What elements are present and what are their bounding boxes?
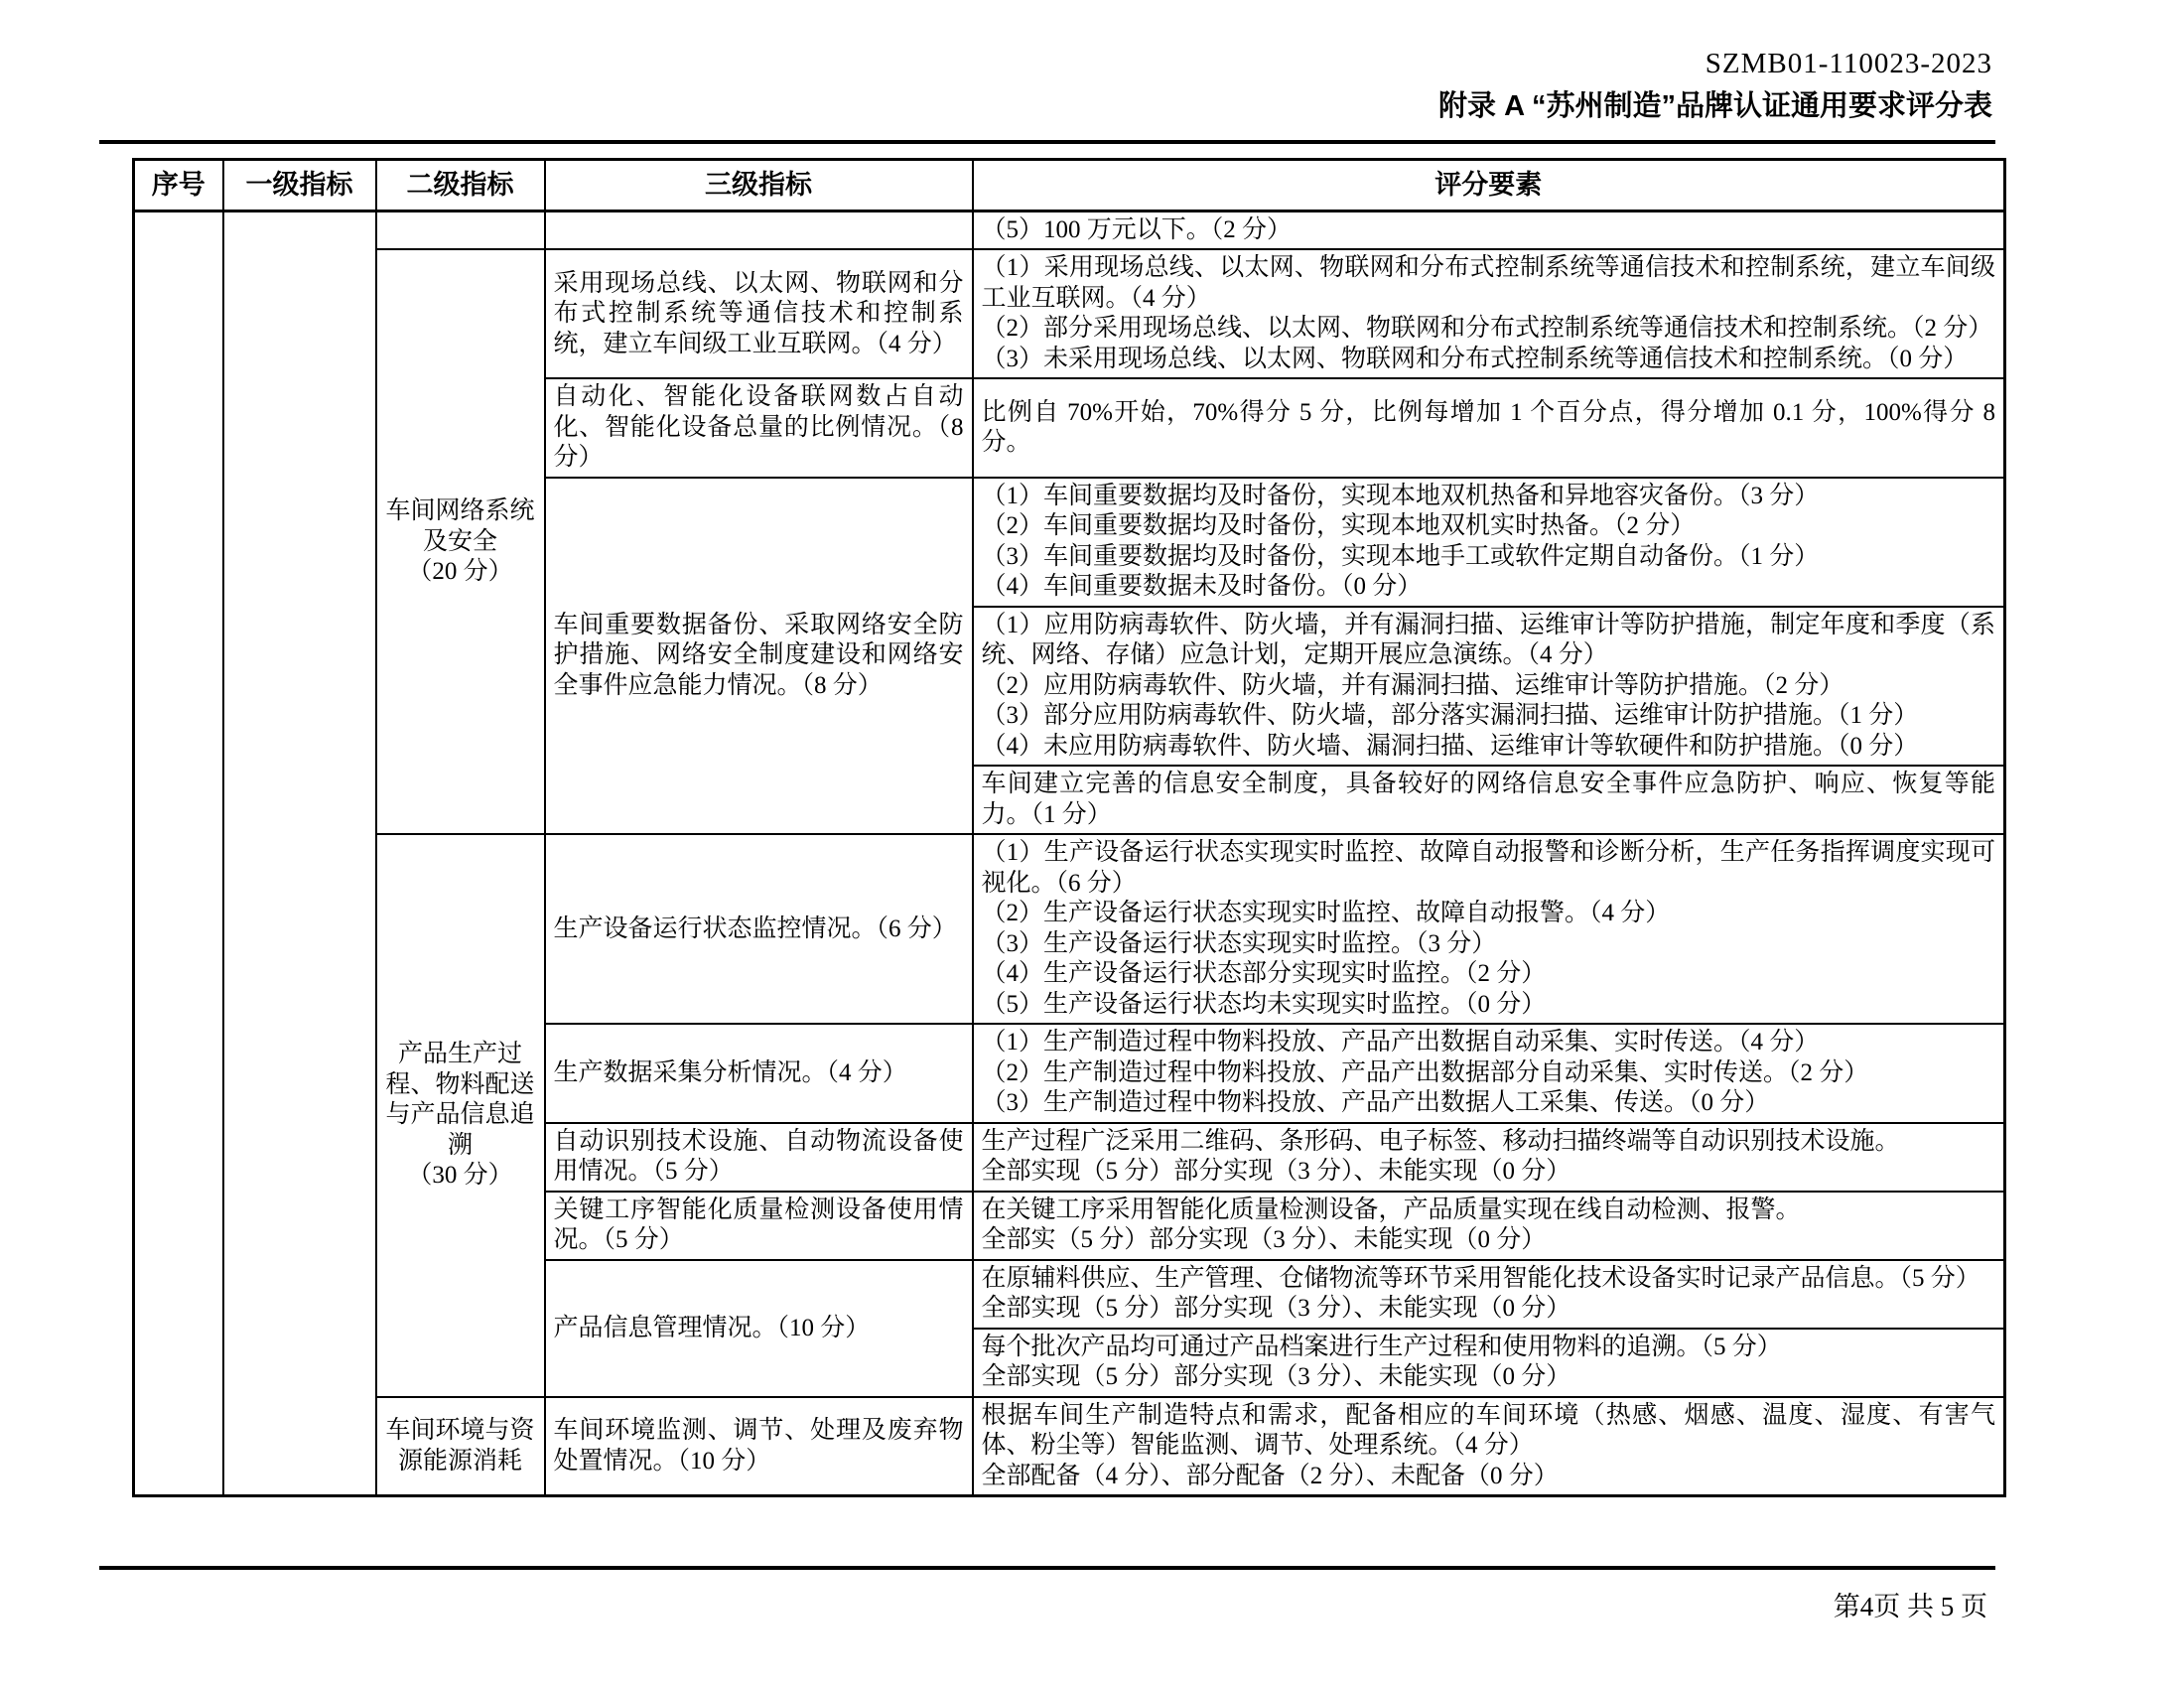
page-title: 附录 A “苏州制造”品牌认证通用要求评分表 — [1438, 90, 1992, 122]
score-line: （4）未应用防病毒软件、防火墙、漏洞扫描、运维审计等软硬件和防护措施。（0 分） — [981, 732, 1919, 760]
score-line: （5）100 万元以下。（2 分） — [981, 215, 1293, 243]
score-line: 全部实现（5 分）部分实现（3 分）、未能实现（0 分） — [981, 1363, 1571, 1391]
score-line: （2）车间重要数据均及时备份，实现本地双机实时热备。（2 分） — [981, 512, 1696, 540]
secondary-indicator-label: 车间环境与资源能源消耗 — [385, 1417, 535, 1475]
score-cell — [973, 478, 2005, 607]
doc-number: SZMB01-110023-2023 — [1705, 48, 1992, 79]
table-header-row — [134, 160, 2005, 211]
score-line: 在关键工序采用智能化质量检测设备，产品质量实现在线自动检测、报警。 — [981, 1196, 1801, 1223]
score-line: 全部配备（4 分）、部分配备（2 分）、未配备（0 分） — [981, 1462, 1559, 1489]
tertiary-indicator-cell: 关键工序智能化质量检测设备使用情况。（5 分） — [545, 1192, 973, 1260]
score-line: 全部实现（5 分）部分实现（3 分）、未能实现（0 分） — [981, 1158, 1571, 1186]
score-cell — [973, 1397, 2005, 1496]
score-line: （1）生产设备运行状态实现实时监控、故障自动报警和诊断分析，生产任务指挥调度实现可视化。（6 分） — [981, 839, 1995, 897]
score-cell — [973, 211, 2005, 249]
score-line: （1）采用现场总线、以太网、物联网和分布式控制系统等通信技术和控制系统，建立车间级工业互联网。（4 分） — [981, 254, 1995, 312]
score-cell — [973, 1123, 2005, 1192]
score-line: （5）生产设备运行状态均未实现实时监控。（0 分） — [981, 990, 1547, 1018]
header-rule — [99, 140, 1995, 144]
tertiary-indicator-cell: 采用现场总线、以太网、物联网和分布式控制系统等通信技术和控制系统，建立车间级工业互联网。（4 分） — [545, 249, 973, 378]
table-row — [134, 249, 2005, 378]
score-line: （1）生产制造过程中物料投放、产品产出数据自动采集、实时传送。（4 分） — [981, 1029, 1820, 1056]
score-cell — [973, 834, 2005, 1024]
score-line: （3）车间重要数据均及时备份，实现本地手工或软件定期自动备份。（1 分） — [981, 542, 1820, 570]
tertiary-indicator-cell: 车间重要数据备份、采取网络安全防护措施、网络安全制度建设和网络安全事件应急能力情况。（8 分） — [545, 478, 973, 835]
secondary-indicator-cell — [376, 834, 545, 1397]
score-line: （3）生产制造过程中物料投放、产品产出数据人工采集、传送。（0 分） — [981, 1089, 1770, 1117]
secondary-indicator-score: （20 分） — [407, 558, 513, 586]
score-cell — [973, 766, 2005, 834]
col-header-primary: 一级指标 — [223, 160, 376, 211]
tertiary-indicator-cell: 自动化、智能化设备联网数占自动化、智能化设备总量的比例情况。（8 分） — [545, 378, 973, 478]
serial-cell — [134, 211, 223, 1496]
score-cell — [973, 249, 2005, 378]
table-row — [134, 834, 2005, 1024]
tertiary-indicator-cell: 产品信息管理情况。（10 分） — [545, 1260, 973, 1397]
score-line: （1）车间重要数据均及时备份，实现本地双机热备和异地容灾备份。（3 分） — [981, 482, 1820, 509]
score-line: （3）未采用现场总线、以太网、物联网和分布式控制系统等通信技术和控制系统。（0 分） — [981, 345, 1969, 372]
score-cell — [973, 1024, 2005, 1123]
scoring-table — [132, 158, 2006, 1497]
secondary-indicator-label: 车间网络系统及安全 — [385, 497, 535, 555]
tertiary-indicator-cell: 生产数据采集分析情况。（4 分） — [545, 1024, 973, 1123]
tertiary-indicator-cell: 生产设备运行状态监控情况。（6 分） — [545, 834, 973, 1024]
col-header-serial: 序号 — [134, 160, 223, 211]
score-line: （4）车间重要数据未及时备份。（0 分） — [981, 573, 1423, 601]
table-row — [134, 1397, 2005, 1496]
score-cell — [973, 1329, 2005, 1397]
secondary-indicator-label: 产品生产过程、物料配送与产品信息追溯 — [385, 1041, 535, 1159]
secondary-indicator-cell — [376, 249, 545, 834]
score-line: （2）生产制造过程中物料投放、产品产出数据部分自动采集、实时传送。（2 分） — [981, 1058, 1869, 1086]
tertiary-indicator-cell: 车间环境监测、调节、处理及废弃物处置情况。（10 分） — [545, 1397, 973, 1496]
score-line: 车间建立完善的信息安全制度，具备较好的网络信息安全事件应急防护、响应、恢复等能力。（1 分） — [981, 771, 1995, 828]
score-line: （2）生产设备运行状态实现实时监控、故障自动报警。（4 分） — [981, 900, 1671, 927]
score-line: （1）应用防病毒软件、防火墙，并有漏洞扫描、运维审计等防护措施，制定年度和季度（系统、网络、存储）应急计划，定期开展应急演练。（4 分） — [981, 611, 1995, 669]
footer-rule — [99, 1566, 1995, 1570]
score-cell — [973, 1260, 2005, 1329]
page-number: 第4页 共 5 页 — [1833, 1592, 1987, 1621]
score-line: （3）部分应用防病毒软件、防火墙，部分落实漏洞扫描、运维审计防护措施。（1 分） — [981, 702, 1919, 730]
score-line: （2）应用防病毒软件、防火墙，并有漏洞扫描、运维审计等防护措施。（2 分） — [981, 671, 1844, 699]
table-row — [134, 211, 2005, 249]
primary-indicator-cell — [223, 211, 376, 1496]
score-line: 比例自 70%开始，70%得分 5 分，比例每增加 1 个百分点，得分增加 0.1 分，100%得分 8 分。 — [981, 398, 1995, 457]
score-line: （4）生产设备运行状态部分实现实时监控。（2 分） — [981, 960, 1547, 988]
score-line: 每个批次产品均可通过产品档案进行生产过程和使用物料的追溯。（5 分） — [981, 1333, 1782, 1360]
tertiary-indicator-cell-empty — [545, 211, 973, 249]
score-line: （2）部分采用现场总线、以太网、物联网和分布式控制系统等通信技术和控制系统。（2 分） — [981, 315, 1993, 343]
score-line: 全部实（5 分）部分实现（3 分）、未能实现（0 分） — [981, 1226, 1547, 1254]
score-line: 根据车间生产制造特点和需求，配备相应的车间环境（热感、烟感、温度、湿度、有害气体、粉尘等）智能监测、调节、处理系统。（4 分） — [981, 1401, 1995, 1460]
score-line: 生产过程广泛采用二维码、条形码、电子标签、移动扫描终端等自动识别技术设施。 — [981, 1127, 1900, 1155]
secondary-indicator-cell — [376, 1397, 545, 1496]
score-line: 全部实现（5 分）部分实现（3 分）、未能实现（0 分） — [981, 1295, 1571, 1323]
col-header-secondary: 二级指标 — [376, 160, 545, 211]
tertiary-indicator-cell: 自动识别技术设施、自动物流设备使用情况。（5 分） — [545, 1123, 973, 1192]
col-header-tertiary: 三级指标 — [545, 160, 973, 211]
col-header-score: 评分要素 — [973, 160, 2005, 211]
score-cell — [973, 607, 2005, 767]
secondary-indicator-score: （30 分） — [407, 1162, 513, 1190]
score-line: （3）生产设备运行状态实现实时监控。（3 分） — [981, 929, 1497, 957]
score-cell — [973, 1192, 2005, 1260]
secondary-indicator-cell-empty — [376, 211, 545, 249]
score-cell — [973, 378, 2005, 478]
score-line: 在原辅料供应、生产管理、仓储物流等环节采用智能化技术设备实时记录产品信息。（5 分） — [981, 1264, 1980, 1292]
